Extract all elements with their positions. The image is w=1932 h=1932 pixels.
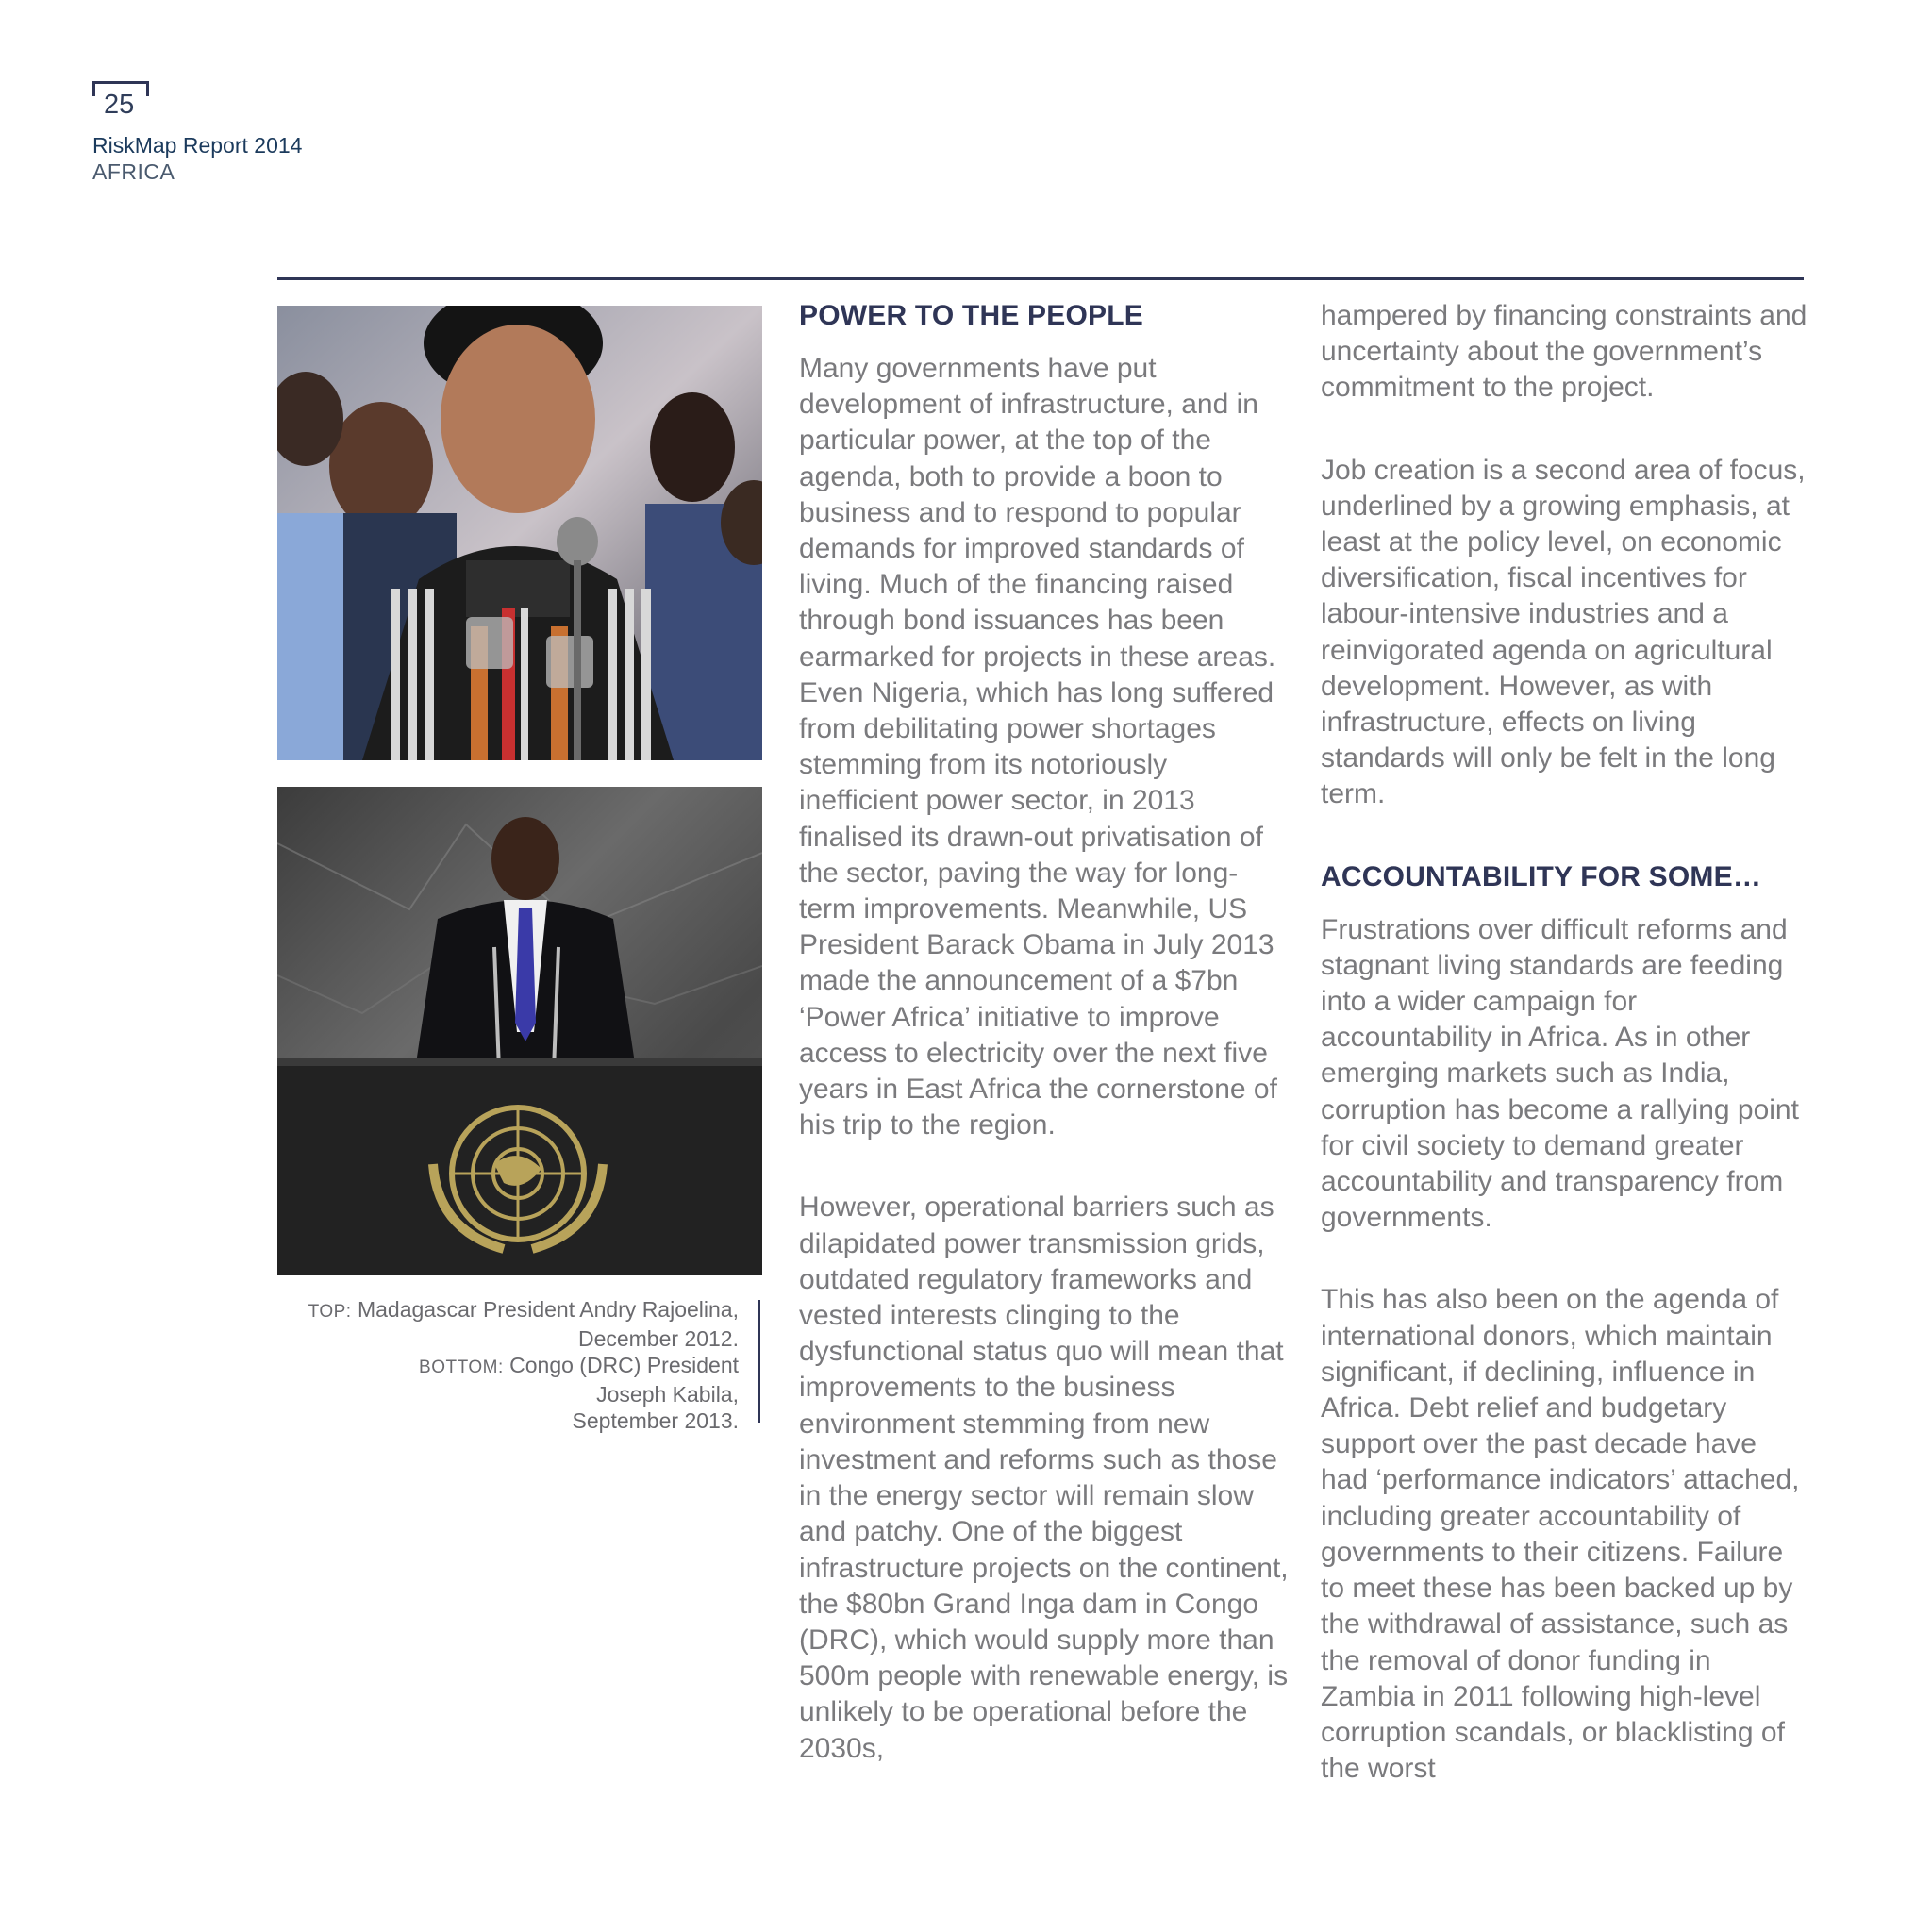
- paragraph-job-creation: Job creation is a second area of focus, underlined by a growing emphasis, at least at the policy level, on economic diversification, fiscal incentives for labour-intensive industries and a reinvigorated agenda on agricultural development. However, as with infrastructure, effects on living standards will only be felt in the long term.: [1321, 454, 1806, 810]
- column-middle: [799, 298, 1290, 1813]
- photo-madagascar-president: [277, 306, 762, 760]
- paragraph-power-1: Many governments have put development of infrastructure, and in particular power, at the top of the agenda, both to provide a boon to business and to respond to popular demands for improved standards of living. Much of the financing raised through bond issuances has been earmarked for projects in these areas. Even Nigeria, which has long suffered from debilitating power shortages stemming from its notoriously inefficient power sector, in 2013 finalised its drawn-out privatisation of the sector, paving the way for long-term improvements. Meanwhile, US President Barack Obama in July 2013 made the announcement of a $7bn ‘Power Africa’ initiative to improve access to electricity over the next five years in East Africa the cornerstone of his trip to the region.: [799, 353, 1277, 1141]
- top-rule: [277, 277, 1804, 280]
- caption-top-label: TOP:: [308, 1302, 352, 1322]
- paragraph-financing: hampered by financing constraints and uncertainty about the government’s commitment to the project.: [1321, 300, 1807, 404]
- paragraph-accountability-1: Frustrations over difficult reforms and stagnant living standards are feeding into a wider campaign for accountability in Africa. As in other emerging markets such as India, corruption has become a rallying point for civil society to demand greater accountability and transparency from governments.: [1321, 913, 1799, 1234]
- heading-power-to-the-people: POWER TO THE PEOPLE: [799, 300, 1143, 331]
- caption-bottom-label: BOTTOM:: [419, 1357, 504, 1377]
- photo-rally-image: [277, 306, 762, 760]
- page-number: 25: [104, 90, 135, 120]
- heading-accountability: ACCOUNTABILITY FOR SOME…: [1321, 860, 1762, 892]
- paragraph-power-2: However, operational barriers such as dilapidated power transmission grids, outdated regulatory frameworks and vested interests clinging to the dysfunctional status quo will mean that improvements to the business environment stemming from new investment and reforms such as those in the energy sector will remain slow and patchy. One of the biggest infrastructure projects on the continent, the $80bn Grand Inga dam in Congo (DRC), which would supply more than 500m people with renewable energy, is unlikely to be operational before the 2030s,: [799, 1191, 1289, 1764]
- caption-bar: [758, 1300, 760, 1423]
- photo-caption: [283, 1296, 739, 1434]
- photo-congo-president: [277, 787, 762, 1275]
- page-header: [92, 81, 302, 185]
- caption-bottom-text-1: Congo (DRC) President: [509, 1353, 739, 1377]
- paragraph-accountability-2: This has also been on the agenda of international donors, which maintain significant, if declining, influence in Africa. Debt relief and budgetary support over the past decade have had ‘performance indicators’ attached, including greater accountability of governments to their citizens. Failure to meet these has been backed up by the withdrawal of assistance, such as the removal of donor funding in Zambia in 2011 following high-level corruption scandals, or blacklisting of the worst: [1321, 1284, 1800, 1785]
- caption-bottom-text-2: Joseph Kabila,: [596, 1382, 739, 1407]
- caption-top-text: Madagascar President Andry Rajoelina, December 2012.: [357, 1297, 739, 1351]
- column-right: [1321, 298, 1811, 1833]
- caption-bottom-text-3: September 2013.: [572, 1408, 739, 1433]
- photo-un-podium-image: [277, 787, 762, 1275]
- report-section: AFRICA: [92, 159, 175, 184]
- report-title: RiskMap Report 2014: [92, 133, 303, 158]
